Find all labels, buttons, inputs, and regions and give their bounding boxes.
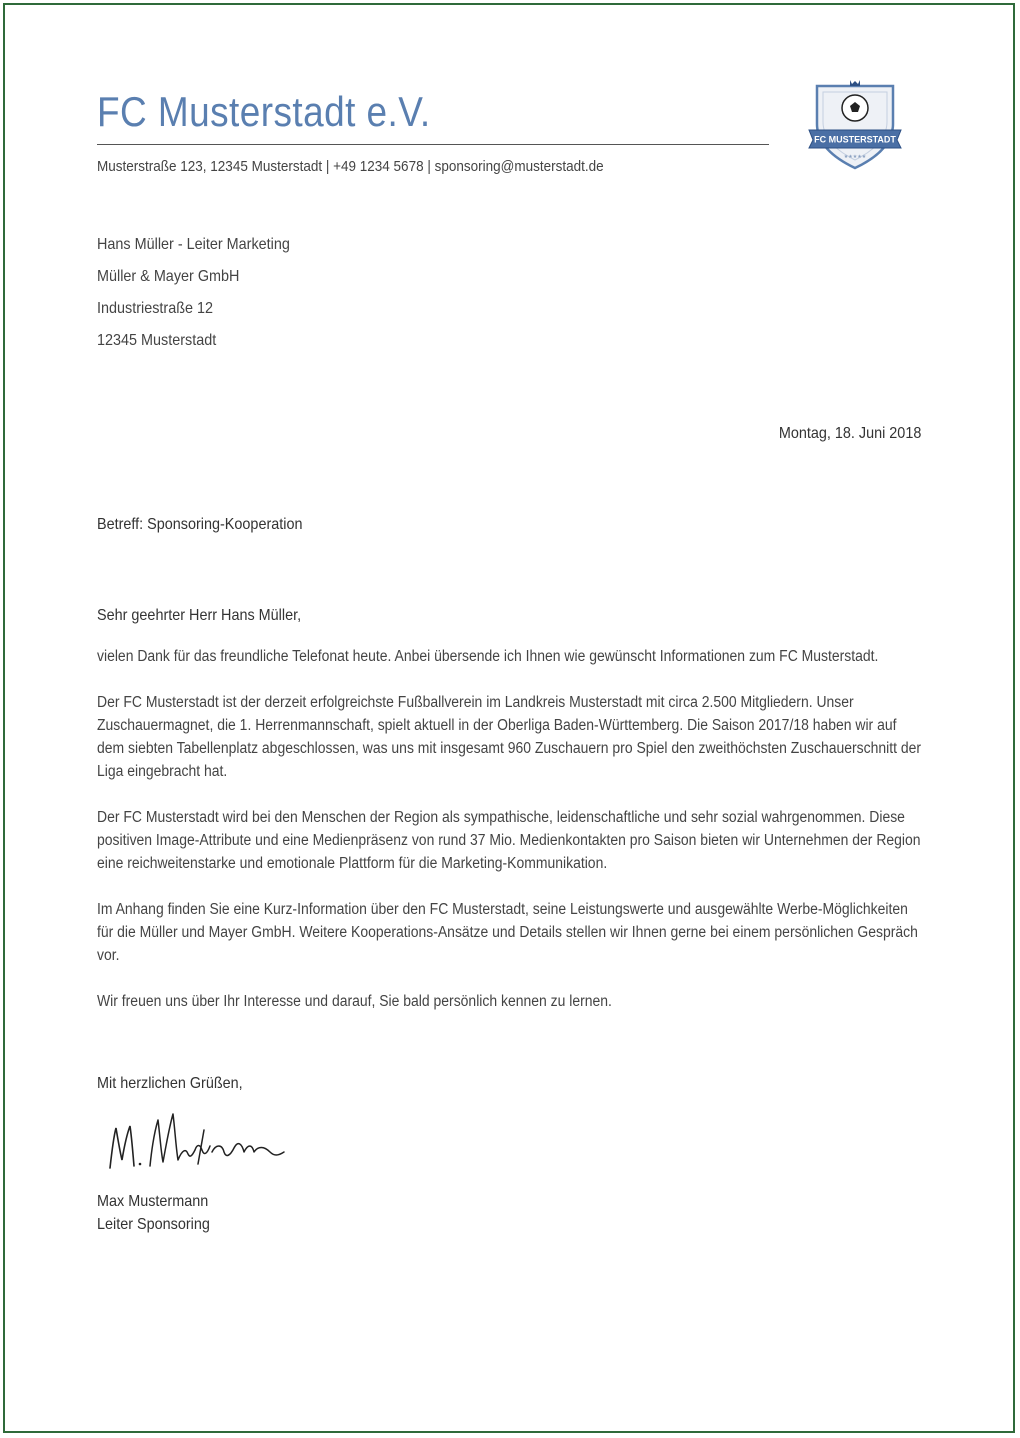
signer-title: Leiter Sponsoring — [97, 1216, 210, 1233]
recipient-line-3: Industriestraße 12 — [97, 300, 214, 317]
letter-date: Montag, 18. Juni 2018 — [778, 425, 921, 442]
salutation: Sehr geehrter Herr Hans Müller, — [97, 607, 302, 624]
closing: Mit herzlichen Grüßen, — [97, 1075, 243, 1092]
signer-name: Max Mustermann — [97, 1193, 209, 1210]
paragraph-4: Im Anhang finden Sie eine Kurz-Information über den FC Musterstadt, seine Leistungswerte und ausgewählte Werbe-Möglichkeiten für die Müller und Mayer GmbH. Weitere Kooperations-Ansätze und Details stellen wir Ihnen gerne bei einem persönlichen Gespräch vor. — [97, 901, 918, 964]
recipient-line-1: Hans Müller - Leiter Marketing — [97, 236, 290, 253]
paragraph-1: vielen Dank für das freundliche Telefonat heute. Anbei übersende ich Ihnen wie gewünscht Informationen zum FC Musterstadt. — [97, 648, 879, 665]
recipient-address — [97, 236, 290, 364]
letter-body — [97, 645, 925, 1036]
recipient-line-2: Müller & Mayer GmbH — [97, 268, 240, 285]
signer-block — [97, 1190, 210, 1236]
contact-line: Musterstraße 123, 12345 Musterstadt | +49 1234 5678 | sponsoring@musterstadt.de — [97, 158, 604, 175]
paragraph-2: Der FC Musterstadt ist der derzeit erfolgreichste Fußballverein im Landkreis Musterstadt mit circa 2.500 Mitgliedern. Unser Zuschauermagnet, die 1. Herrenmannschaft, spielt aktuell in der Oberliga Baden-Württemberg. Die Saison 2017/18 haben wir auf dem siebten Tabellenplatz abgeschlossen, was uns mit insgesamt 960 Zuschauern pro Spiel den zweithöchsten Zuschauerschnitt der Liga eingebracht hat. — [97, 694, 922, 780]
recipient-line-4: 12345 Musterstadt — [97, 332, 217, 349]
logo-banner-text: FC MUSTERSTADT — [814, 134, 896, 145]
subject-line: Betreff: Sponsoring-Kooperation — [97, 516, 303, 533]
svg-text:★★★★★: ★★★★★ — [843, 154, 867, 160]
club-logo — [805, 72, 905, 172]
paragraph-3: Der FC Musterstadt wird bei den Menschen der Region als sympathische, leidenschaftliche und sehr sozial wahrgenommen. Diese positiven Image-Attribute und eine Medienpräsenz von rund 37 Mio. Medienkontakten pro Saison bieten wir Unternehmen der Region eine reichweitenstarke und emotionale Plattform für die Marketing-Kommunikation. — [97, 809, 921, 872]
header-rule — [97, 144, 769, 145]
signature — [100, 1100, 290, 1180]
club-name: FC Musterstadt e.V. — [97, 88, 431, 135]
paragraph-5: Wir freuen uns über Ihr Interesse und darauf, Sie bald persönlich kennen zu lernen. — [97, 993, 612, 1010]
